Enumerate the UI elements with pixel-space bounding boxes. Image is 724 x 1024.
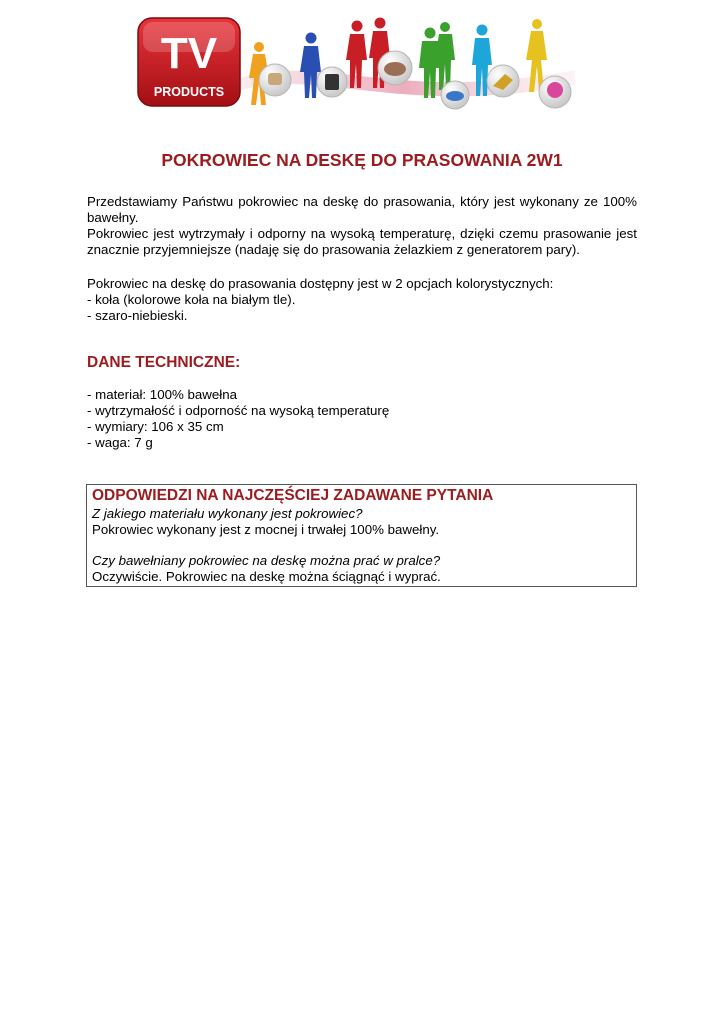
faq-box	[86, 484, 637, 587]
page-title: POKROWIEC NA DESKĘ DO PRASOWANIA 2W1	[161, 150, 563, 170]
header-banner	[135, 10, 575, 112]
color-option: - szaro-niebieski.	[87, 308, 188, 323]
tech-heading: DANE TECHNICZNE:	[87, 354, 241, 371]
intro-paragraph-3: Pokrowiec na deskę do prasowania dostępny jest w 2 opcjach kolorystycznych:	[87, 276, 554, 291]
color-option: - koła (kolorowe koła na białym tle).	[87, 292, 296, 307]
intro-paragraph-1: Przedstawiamy Państwu pokrowiec na deskę do prasowania, który jest wykonany ze 100% bawełny.	[87, 194, 637, 225]
faq-heading: ODPOWIEDZI NA NAJCZĘŚCIEJ ZADAWANE PYTANIA	[92, 487, 494, 504]
faq-answer-2: Oczywiście. Pokrowiec na deskę można ściągnąć i wyprać.	[92, 569, 441, 584]
svg-text:TV: TV	[160, 29, 218, 78]
faq-answer-1: Pokrowiec wykonany jest z mocnej i trwałej 100% bawełny.	[92, 522, 440, 537]
tech-item: - wymiary: 106 x 35 cm	[87, 419, 224, 434]
faq-question-2: Czy bawełniany pokrowiec na deskę można prać w pralce?	[92, 553, 441, 568]
tech-item: - waga: 7 g	[87, 435, 153, 450]
svg-text:PRODUCTS: PRODUCTS	[153, 85, 225, 99]
tech-item: - materiał: 100% bawełna	[87, 387, 238, 402]
tech-item: - wytrzymałość i odporność na wysoką temperaturę	[87, 403, 390, 418]
intro-paragraph-2: Pokrowiec jest wytrzymały i odporny na wysoką temperaturę, dzięki czemu prasowanie jest znacznie przyjemniejsze (nadaję się do prasowania żelazkiem z generatorem pary).	[87, 226, 637, 257]
banner-graphic	[135, 10, 575, 112]
faq-question-1: Z jakiego materiału wykonany jest pokrowiec?	[92, 506, 363, 521]
tv-products-logo	[138, 18, 240, 106]
